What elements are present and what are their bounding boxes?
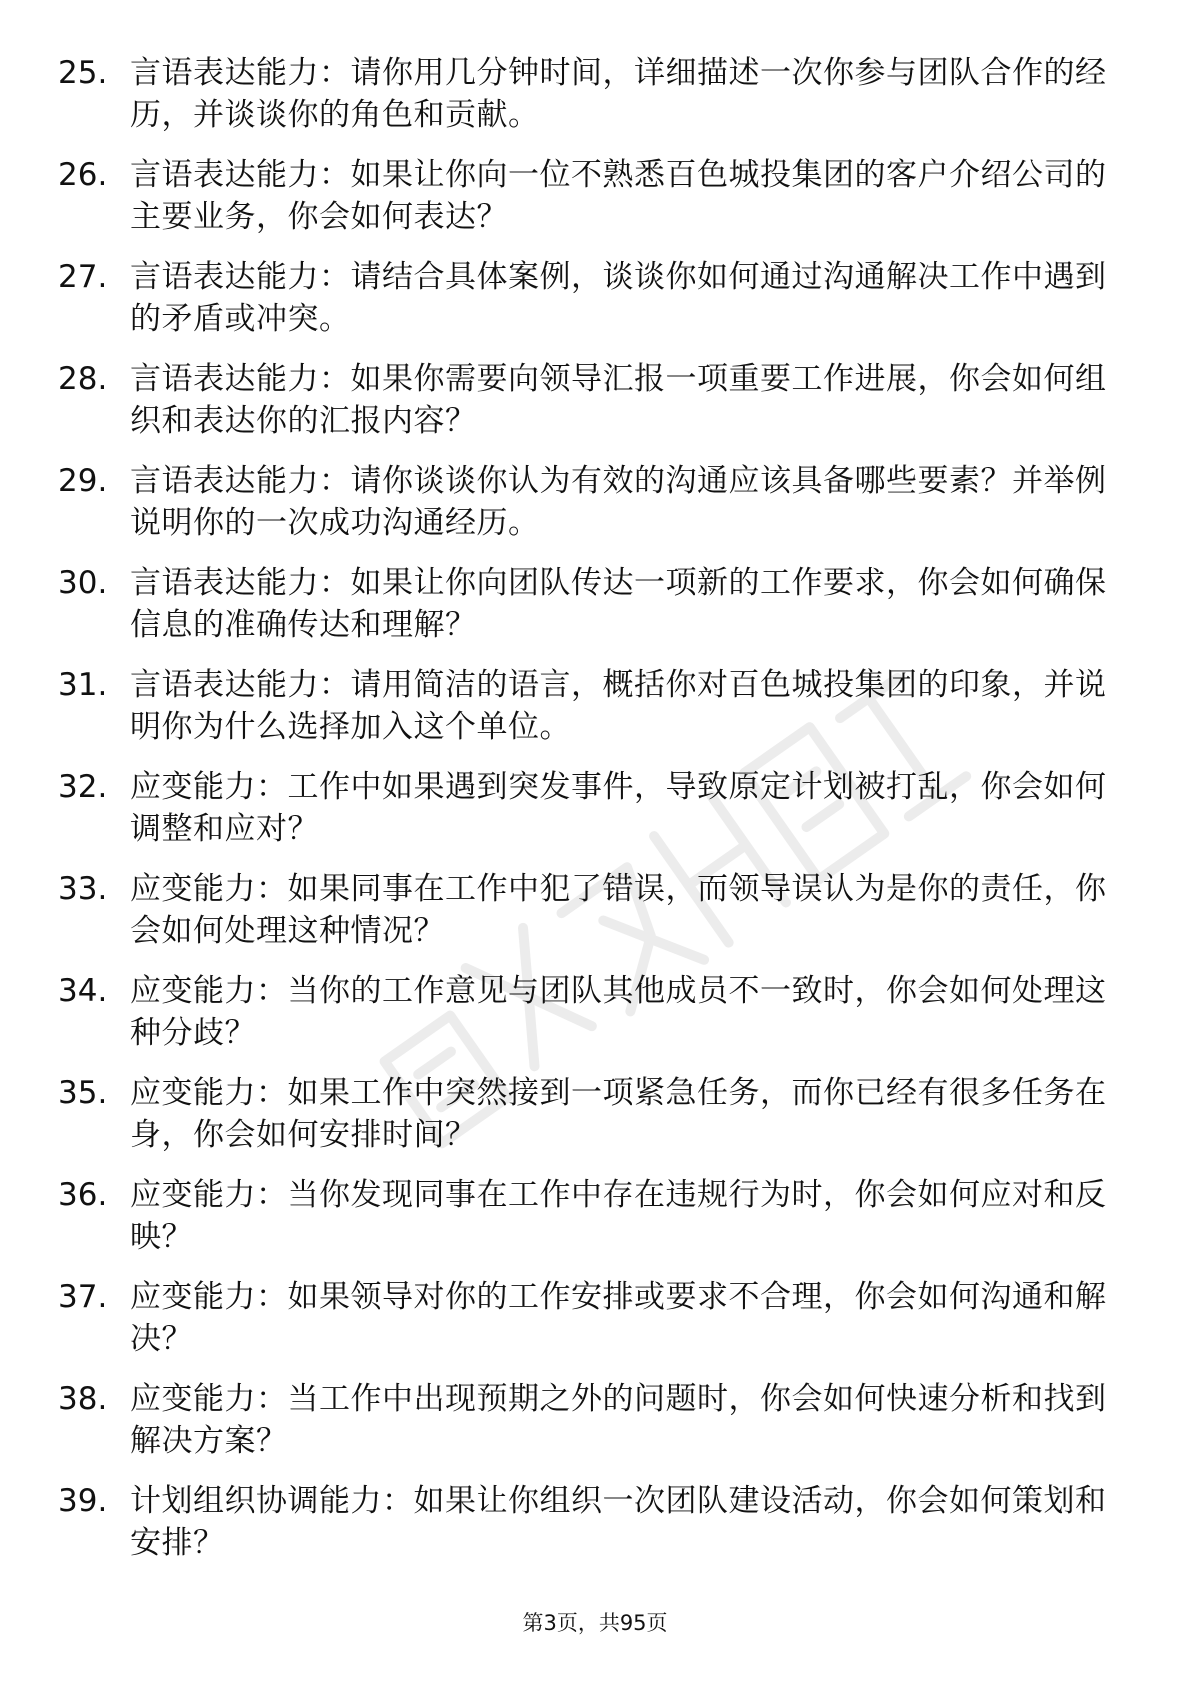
question-item xyxy=(58,52,1130,154)
question-item xyxy=(58,460,1130,562)
question-item xyxy=(58,358,1130,460)
question-text: 言语表达能力：如果让你向一位不熟悉百色城投集团的客户介绍公司的主要业务，你会如何表达？ xyxy=(130,157,1107,235)
question-number: 36. xyxy=(58,1177,108,1213)
question-text: 言语表达能力：请用简洁的语言，概括你对百色城投集团的印象，并说明你为什么选择加入这个单位。 xyxy=(130,667,1107,745)
question-number: 25. xyxy=(58,55,108,91)
question-item xyxy=(58,256,1130,358)
question-item xyxy=(58,766,1130,868)
question-item xyxy=(58,1072,1130,1174)
question-text: 应变能力：工作中如果遇到突发事件，导致原定计划被打乱，你会如何调整和应对？ xyxy=(130,769,1107,847)
question-text: 应变能力：当工作中出现预期之外的问题时，你会如何快速分析和找到解决方案？ xyxy=(130,1381,1107,1459)
question-text: 言语表达能力：请你谈谈你认为有效的沟通应该具备哪些要素？并举例说明你的一次成功沟通经历。 xyxy=(130,463,1107,541)
question-list xyxy=(58,52,1130,1582)
page-footer: 第3页，共95页 xyxy=(522,1611,668,1635)
question-item xyxy=(58,970,1130,1072)
question-item xyxy=(58,1174,1130,1276)
question-number: 30. xyxy=(58,565,108,601)
question-item xyxy=(58,868,1130,970)
question-text: 应变能力：如果同事在工作中犯了错误，而领导误认为是你的责任，你会如何处理这种情况？ xyxy=(130,871,1107,949)
question-item xyxy=(58,1378,1130,1480)
question-text: 应变能力：如果工作中突然接到一项紧急任务，而你已经有很多任务在身，你会如何安排时间？ xyxy=(130,1075,1107,1153)
question-text: 言语表达能力：请你用几分钟时间，详细描述一次你参与团队合作的经历，并谈谈你的角色和贡献。 xyxy=(130,55,1107,133)
question-item xyxy=(58,1480,1130,1582)
question-text: 言语表达能力：请结合具体案例，谈谈你如何通过沟通解决工作中遇到的矛盾或冲突。 xyxy=(130,259,1107,337)
question-number: 33. xyxy=(58,871,108,907)
question-number: 35. xyxy=(58,1075,108,1111)
question-item xyxy=(58,664,1130,766)
question-text: 应变能力：当你发现同事在工作中存在违规行为时，你会如何应对和反映？ xyxy=(130,1177,1107,1255)
question-number: 27. xyxy=(58,259,108,295)
question-number: 31. xyxy=(58,667,108,703)
question-number: 26. xyxy=(58,157,108,193)
question-number: 34. xyxy=(58,973,108,1009)
question-text: 言语表达能力：如果你需要向领导汇报一项重要工作进展，你会如何组织和表达你的汇报内容？ xyxy=(130,361,1107,439)
question-number: 37. xyxy=(58,1279,108,1315)
question-number: 32. xyxy=(58,769,108,805)
question-number: 29. xyxy=(58,463,108,499)
question-number: 39. xyxy=(58,1483,108,1519)
question-text: 应变能力：当你的工作意见与团队其他成员不一致时，你会如何处理这种分歧？ xyxy=(130,973,1107,1051)
question-item xyxy=(58,562,1130,664)
question-number: 38. xyxy=(58,1381,108,1417)
question-text: 计划组织协调能力：如果让你组织一次团队建设活动，你会如何策划和安排？ xyxy=(130,1483,1107,1561)
question-item xyxy=(58,154,1130,256)
question-number: 28. xyxy=(58,361,108,397)
question-item xyxy=(58,1276,1130,1378)
question-text: 言语表达能力：如果让你向团队传达一项新的工作要求，你会如何确保信息的准确传达和理解？ xyxy=(130,565,1107,643)
question-text: 应变能力：如果领导对你的工作安排或要求不合理，你会如何沟通和解决？ xyxy=(130,1279,1107,1357)
